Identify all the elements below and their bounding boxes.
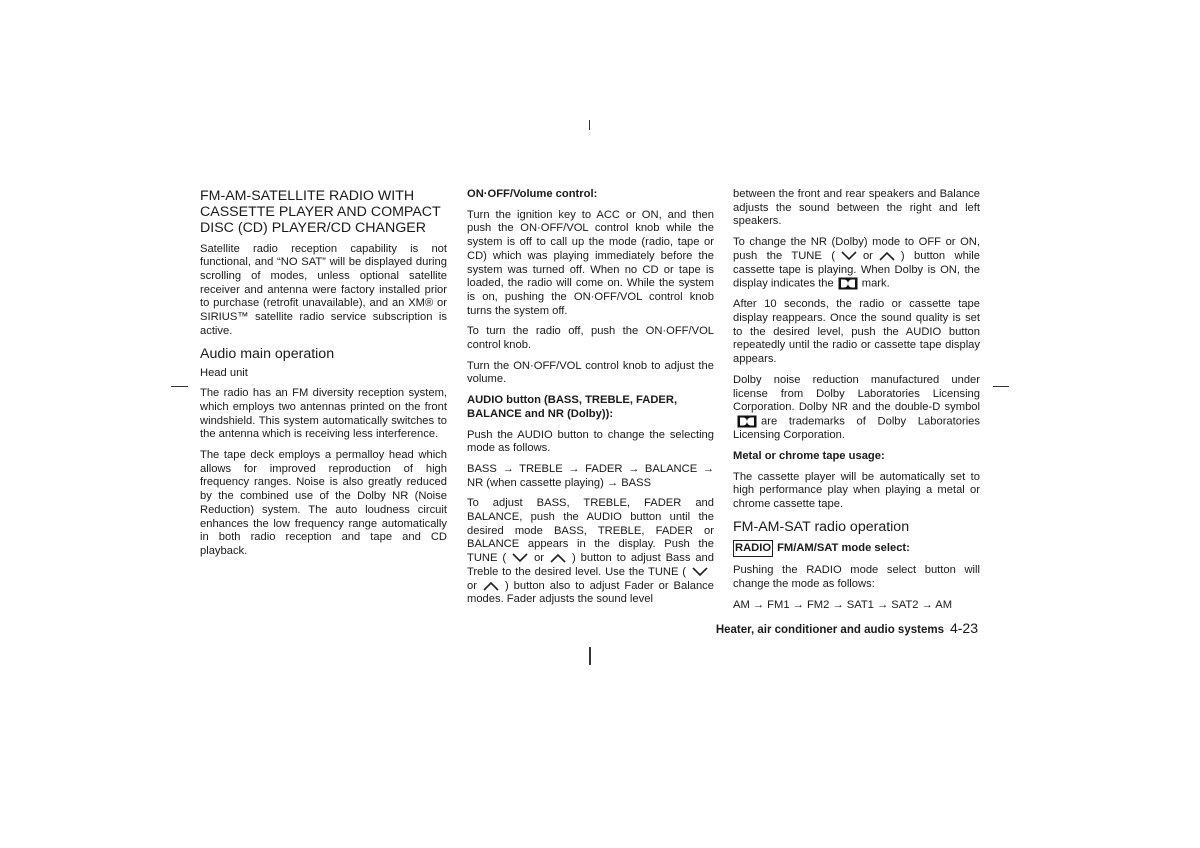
mode-sequence: AM → FM1 → FM2 → SAT1 → SAT2 → AM [733,598,953,611]
dolby-double-d-icon [737,415,757,428]
metal-tape-paragraph: The cassette player will be automatically set to high performance play when playing a metal or chrome cassette tape. [733,470,980,510]
adjust-text-c: ) button also to adjust Fader or Balance modes. Fader adjusts the sound level [467,579,714,606]
chevron-down-icon [841,251,857,261]
mode-select-text: FM/AM/SAT mode select: [777,541,910,554]
chevron-up-icon [879,251,895,261]
mode-select-paragraph: Pushing the RADIO mode select button will change the mode as follows: [733,564,980,591]
audio-button-heading: AUDIO button (BASS, TREBLE, FADER, BALANCE and NR (Dolby)): [467,394,678,420]
chevron-up-icon [550,553,566,563]
nr-text-c: mark. [861,277,890,290]
crop-mark-top [589,120,590,130]
dolby-license-paragraph [733,374,980,443]
radio-diversity-paragraph: The radio has an FM diversity reception system, which employs two antennas printed on the front windshield. This system automatically switches to the antenna which is receiving less interference. [200,387,447,441]
chevron-up-icon [483,581,499,591]
head-unit-label: Head unit [200,366,248,379]
dolby-text-a: Dolby noise reduction manufactured under license from Dolby Laboratories Licensing Corporation. Dolby NR and the double-D symbol [733,373,980,414]
adjust-text-a: To adjust BASS, TREBLE, FADER and BALANCE, push the AUDIO button until the desired mode BASS, TREBLE, FADER or BALANCE appears in the display. Push the TUNE ( [467,497,714,565]
crop-mark-bottom [589,647,591,665]
continuation-paragraph: between the front and rear speakers and Balance adjusts the sound between the right and left speakers. [733,188,980,228]
dolby-double-d-icon [838,277,858,290]
page-number: 4-23 [949,620,978,636]
column-right [733,188,980,619]
crop-mark-left [171,386,188,387]
adjust-or-2: or [467,579,477,592]
after-seconds-paragraph: After 10 seconds, the radio or cassette tape display reappears. Once the sound quality is set to the desired level, push the AUDIO button repeatedly until the radio or cassette tape display appears. [733,298,980,366]
sat-operation-heading: FM-AM-SAT radio operation [733,518,910,535]
onoff-paragraph-3: Turn the ON·OFF/VOL control knob to adjust the volume. [467,359,714,386]
onoff-paragraph-2: To turn the radio off, push the ON·OFF/VOL control knob. [467,325,714,352]
nr-text-b: ) button while cassette tape is playing. When Dolby is ON, the display indicates the [733,249,980,290]
mode-select-heading [733,540,980,558]
crop-mark-right [993,386,1009,387]
column-middle [467,188,714,614]
footer-section-title: Heater, air conditioner and audio systems [715,624,944,636]
satellite-intro-paragraph: Satellite radio reception capability is not functional, and “NO SAT” will be displayed during scrolling of modes, unless optional satellite receiver and antenna were factory installed prior to purchase (retrofit unavailable), and an XM® or SIRIUS™ satellite radio service subscription is active. [200,242,447,337]
nr-text-a: To change the NR (Dolby) mode to OFF or ON, push the TUNE ( [733,236,980,262]
section-title: FM-AM-SATELLITE RADIO WITH CASSETTE PLAYER AND COMPACT DISC (CD) PLAYER/CD CHANGER [200,188,441,237]
audio-paragraph: Push the AUDIO button to change the selecting mode as follows. [467,428,714,455]
metal-tape-heading: Metal or chrome tape usage: [733,449,885,462]
onoff-heading: ON·OFF/Volume control: [467,188,598,200]
chevron-down-icon [512,553,528,563]
adjust-paragraph [467,497,714,607]
dolby-text-b: are trademarks of Dolby Laboratories Licensing Corporation. [733,415,980,442]
audio-mode-sequence: BASS → TREBLE → FADER → BALANCE → NR (when cassette playing) → BASS [467,462,714,489]
column-left [200,188,447,566]
nr-mode-paragraph [733,236,980,291]
adjust-text-b: ) button to adjust Bass and Treble to the desired level. Use the TUNE ( [467,552,715,578]
nr-or: or [862,249,873,262]
page-footer [716,620,978,636]
radio-button-label: RADIO [733,540,773,558]
audio-main-heading: Audio main operation [200,345,335,362]
tape-deck-paragraph: The tape deck employs a permalloy head which allows for improved reproduction of high frequency ranges. Noise is also greatly reduced by the combined use of the Dolby NR (Noise Reduction) system. The auto loudness circuit enhances the low frequency range automatically in both radio reception and tape and CD playback. [200,449,447,557]
adjust-or-1: or [534,552,545,565]
onoff-paragraph-1: Turn the ignition key to ACC or ON, and then push the ON·OFF/VOL control knob while the system is off to call up the mode (radio, tape or CD) which was playing immediately before the system was turned off. When no CD or tape is loaded, the radio will come on. While the system is on, pushing the ON·OFF/VOL control knob turns the system off. [467,208,714,317]
chevron-down-icon [692,567,708,577]
